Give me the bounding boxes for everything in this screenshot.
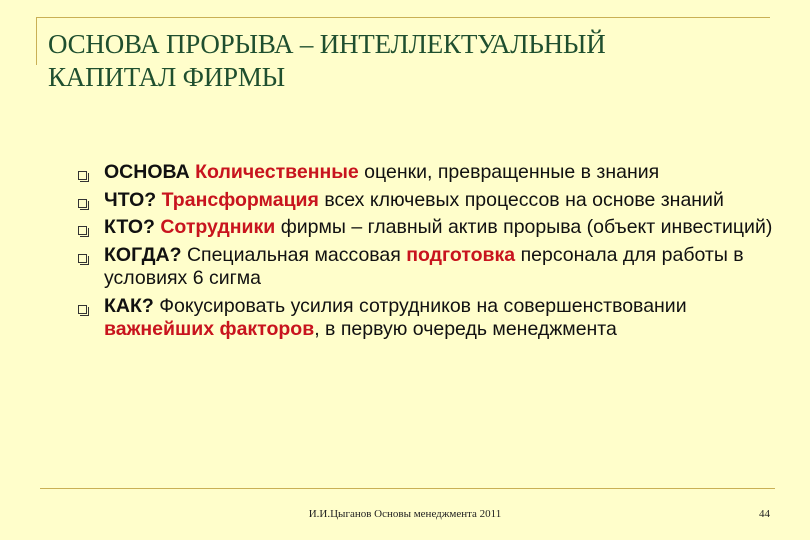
list-item-chto [78, 189, 778, 213]
bullet-highlight: подготовка [406, 243, 516, 266]
checkbox-bullet-icon [78, 226, 87, 235]
bullet-highlight: Сотрудники [160, 216, 276, 238]
bullet-text: персонала для работы в условиях 6 сигма [104, 243, 744, 289]
bullet-highlight: Трансформация [161, 188, 319, 211]
title-frame-top-rule [36, 17, 770, 18]
list-item-kak [78, 295, 778, 342]
bullet-text: фирмы – главный актив прорыва (объект инвестиций) [275, 216, 773, 238]
bullet-keyword: ОСНОВА [104, 161, 190, 183]
bullet-list [78, 161, 778, 346]
checkbox-bullet-icon [78, 199, 87, 208]
bullet-text: всех ключевых процессов на основе знаний [318, 188, 724, 211]
bullet-text-pre: Фокусировать усилия сотрудников на совершенствовании [153, 294, 687, 317]
bullet-keyword: КОГДА? [104, 243, 182, 266]
footer-rule [40, 488, 775, 489]
bullet-text-pre: Специальная массовая [181, 243, 407, 266]
list-item-kto [78, 216, 778, 240]
bullet-text: оценки, превращенные в знания [358, 161, 660, 183]
checkbox-bullet-icon [78, 171, 87, 180]
slide-title-line-1: ОСНОВА ПРОРЫВА – ИНТЕЛЛЕКТУАЛЬНЫЙ [48, 29, 606, 59]
checkbox-bullet-icon [78, 254, 87, 263]
checkbox-bullet-icon [78, 305, 87, 314]
footer-author: И.И.Цыганов Основы менеджмента 2011 [308, 508, 502, 520]
bullet-keyword: КАК? [104, 294, 154, 317]
bullet-keyword: КТО? [104, 216, 155, 238]
list-item-kogda [78, 244, 778, 291]
bullet-highlight: Количественные [195, 161, 359, 183]
bullet-keyword: ЧТО? [104, 188, 157, 211]
bullet-text: , в первую очередь менеджмента [314, 318, 617, 340]
slide-title-line-2: КАПИТАЛ ФИРМЫ [48, 62, 286, 92]
page-number: 44 [759, 508, 770, 520]
bullet-highlight: важнейших факторов [104, 318, 315, 340]
list-item-osnova [78, 161, 778, 185]
slide-title [48, 28, 788, 94]
title-frame-left-rule [36, 17, 37, 65]
